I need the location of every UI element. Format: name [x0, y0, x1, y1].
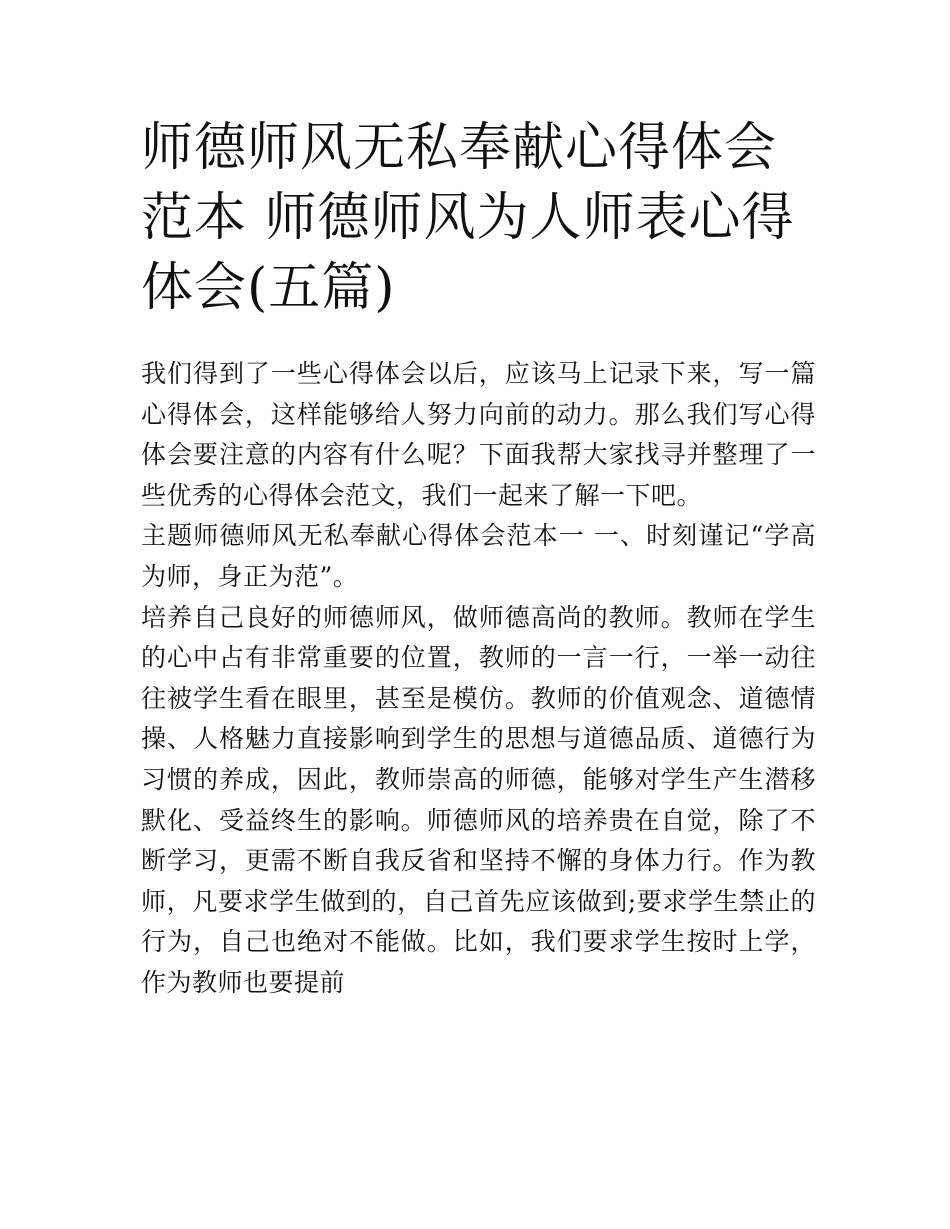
document-body	[141, 354, 816, 1004]
paragraph-intro: 我们得到了一些心得体会以后，应该马上记录下来，写一篇心得体会，这样能够给人努力向前的动力。那么我们写心得体会要注意的内容有什么呢？下面我帮大家找寻并整理了一些优秀的心得体会范文，我们一起来了解一下吧。	[141, 359, 816, 510]
paragraph-section-heading: 主题师德师风无私奉献心得体会范本一 一、时刻谨记“学高为师，身正为范”。	[141, 521, 816, 591]
document-title: 师德师风无私奉献心得体会范本 师德师风为人师表心得体会(五篇)	[141, 118, 795, 318]
paragraph-main: 培养自己良好的师德师风，做师德高尚的教师。教师在学生的心中占有非常重要的位置，教师的一言一行，一举一动往往被学生看在眼里，甚至是模仿。教师的价值观念、道德情操、人格魅力直接影响到学生的思想与道德品质、道德行为习惯的养成，因此，教师崇高的师德，能够对学生产生潜移默化、受益终生的影响。师德师风的培养贵在自觉，除了不断学习，更需不断自我反省和坚持不懈的身体力行。作为教师，凡要求学生做到的，自己首先应该做到;要求学生禁止的行为，自己也绝对不能做。比如，我们要求学生按时上学，作为教师也要提前	[141, 602, 816, 997]
